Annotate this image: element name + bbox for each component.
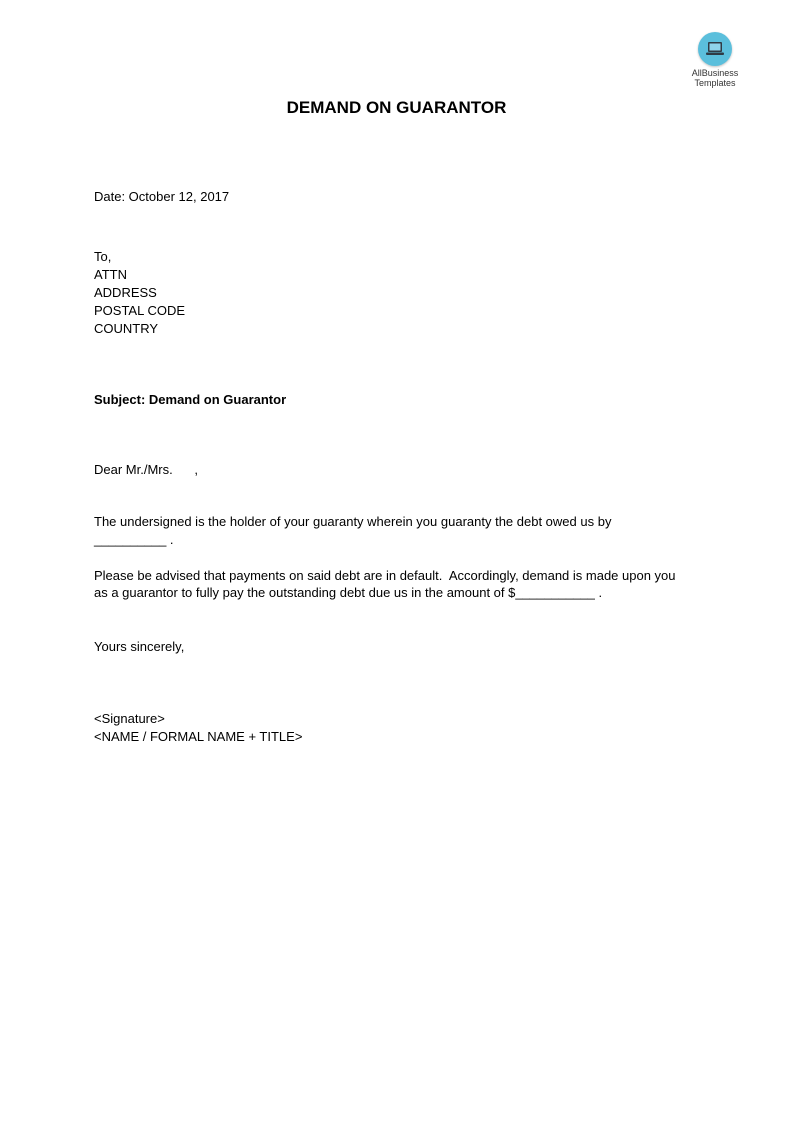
document-title: DEMAND ON GUARANTOR <box>286 98 507 117</box>
recipient-country: COUNTRY <box>94 321 159 336</box>
signature-placeholder: <Signature> <box>94 711 165 726</box>
name-title-placeholder: <NAME / FORMAL NAME + TITLE> <box>94 729 303 744</box>
recipient-to: To, <box>94 249 112 264</box>
paragraph2-line2: as a guarantor to fully pay the outstanding debt due us in the amount of $___________ . <box>94 585 603 600</box>
recipient-attn: ATTN <box>94 267 127 282</box>
brand-logo <box>684 32 746 88</box>
paragraph2-line1: Please be advised that payments on said debt are in default. Accordingly, demand is made upon you <box>94 568 676 583</box>
logo-text <box>684 68 746 88</box>
logo-text-line2: Templates <box>694 78 736 88</box>
closing-line: Yours sincerely, <box>94 639 185 654</box>
recipient-address: ADDRESS <box>94 285 157 300</box>
recipient-postal-code: POSTAL CODE <box>94 303 186 318</box>
logo-text-line1: AllBusiness <box>691 68 739 78</box>
salutation: Dear Mr./Mrs. , <box>94 462 199 477</box>
paragraph1-line2: __________ . <box>94 532 174 547</box>
paragraph1-line1: The undersigned is the holder of your guaranty wherein you guaranty the debt owed us by <box>94 514 612 529</box>
date-line: Date: October 12, 2017 <box>94 189 230 204</box>
laptop-icon <box>698 32 732 66</box>
subject-line: Subject: Demand on Guarantor <box>94 392 287 407</box>
